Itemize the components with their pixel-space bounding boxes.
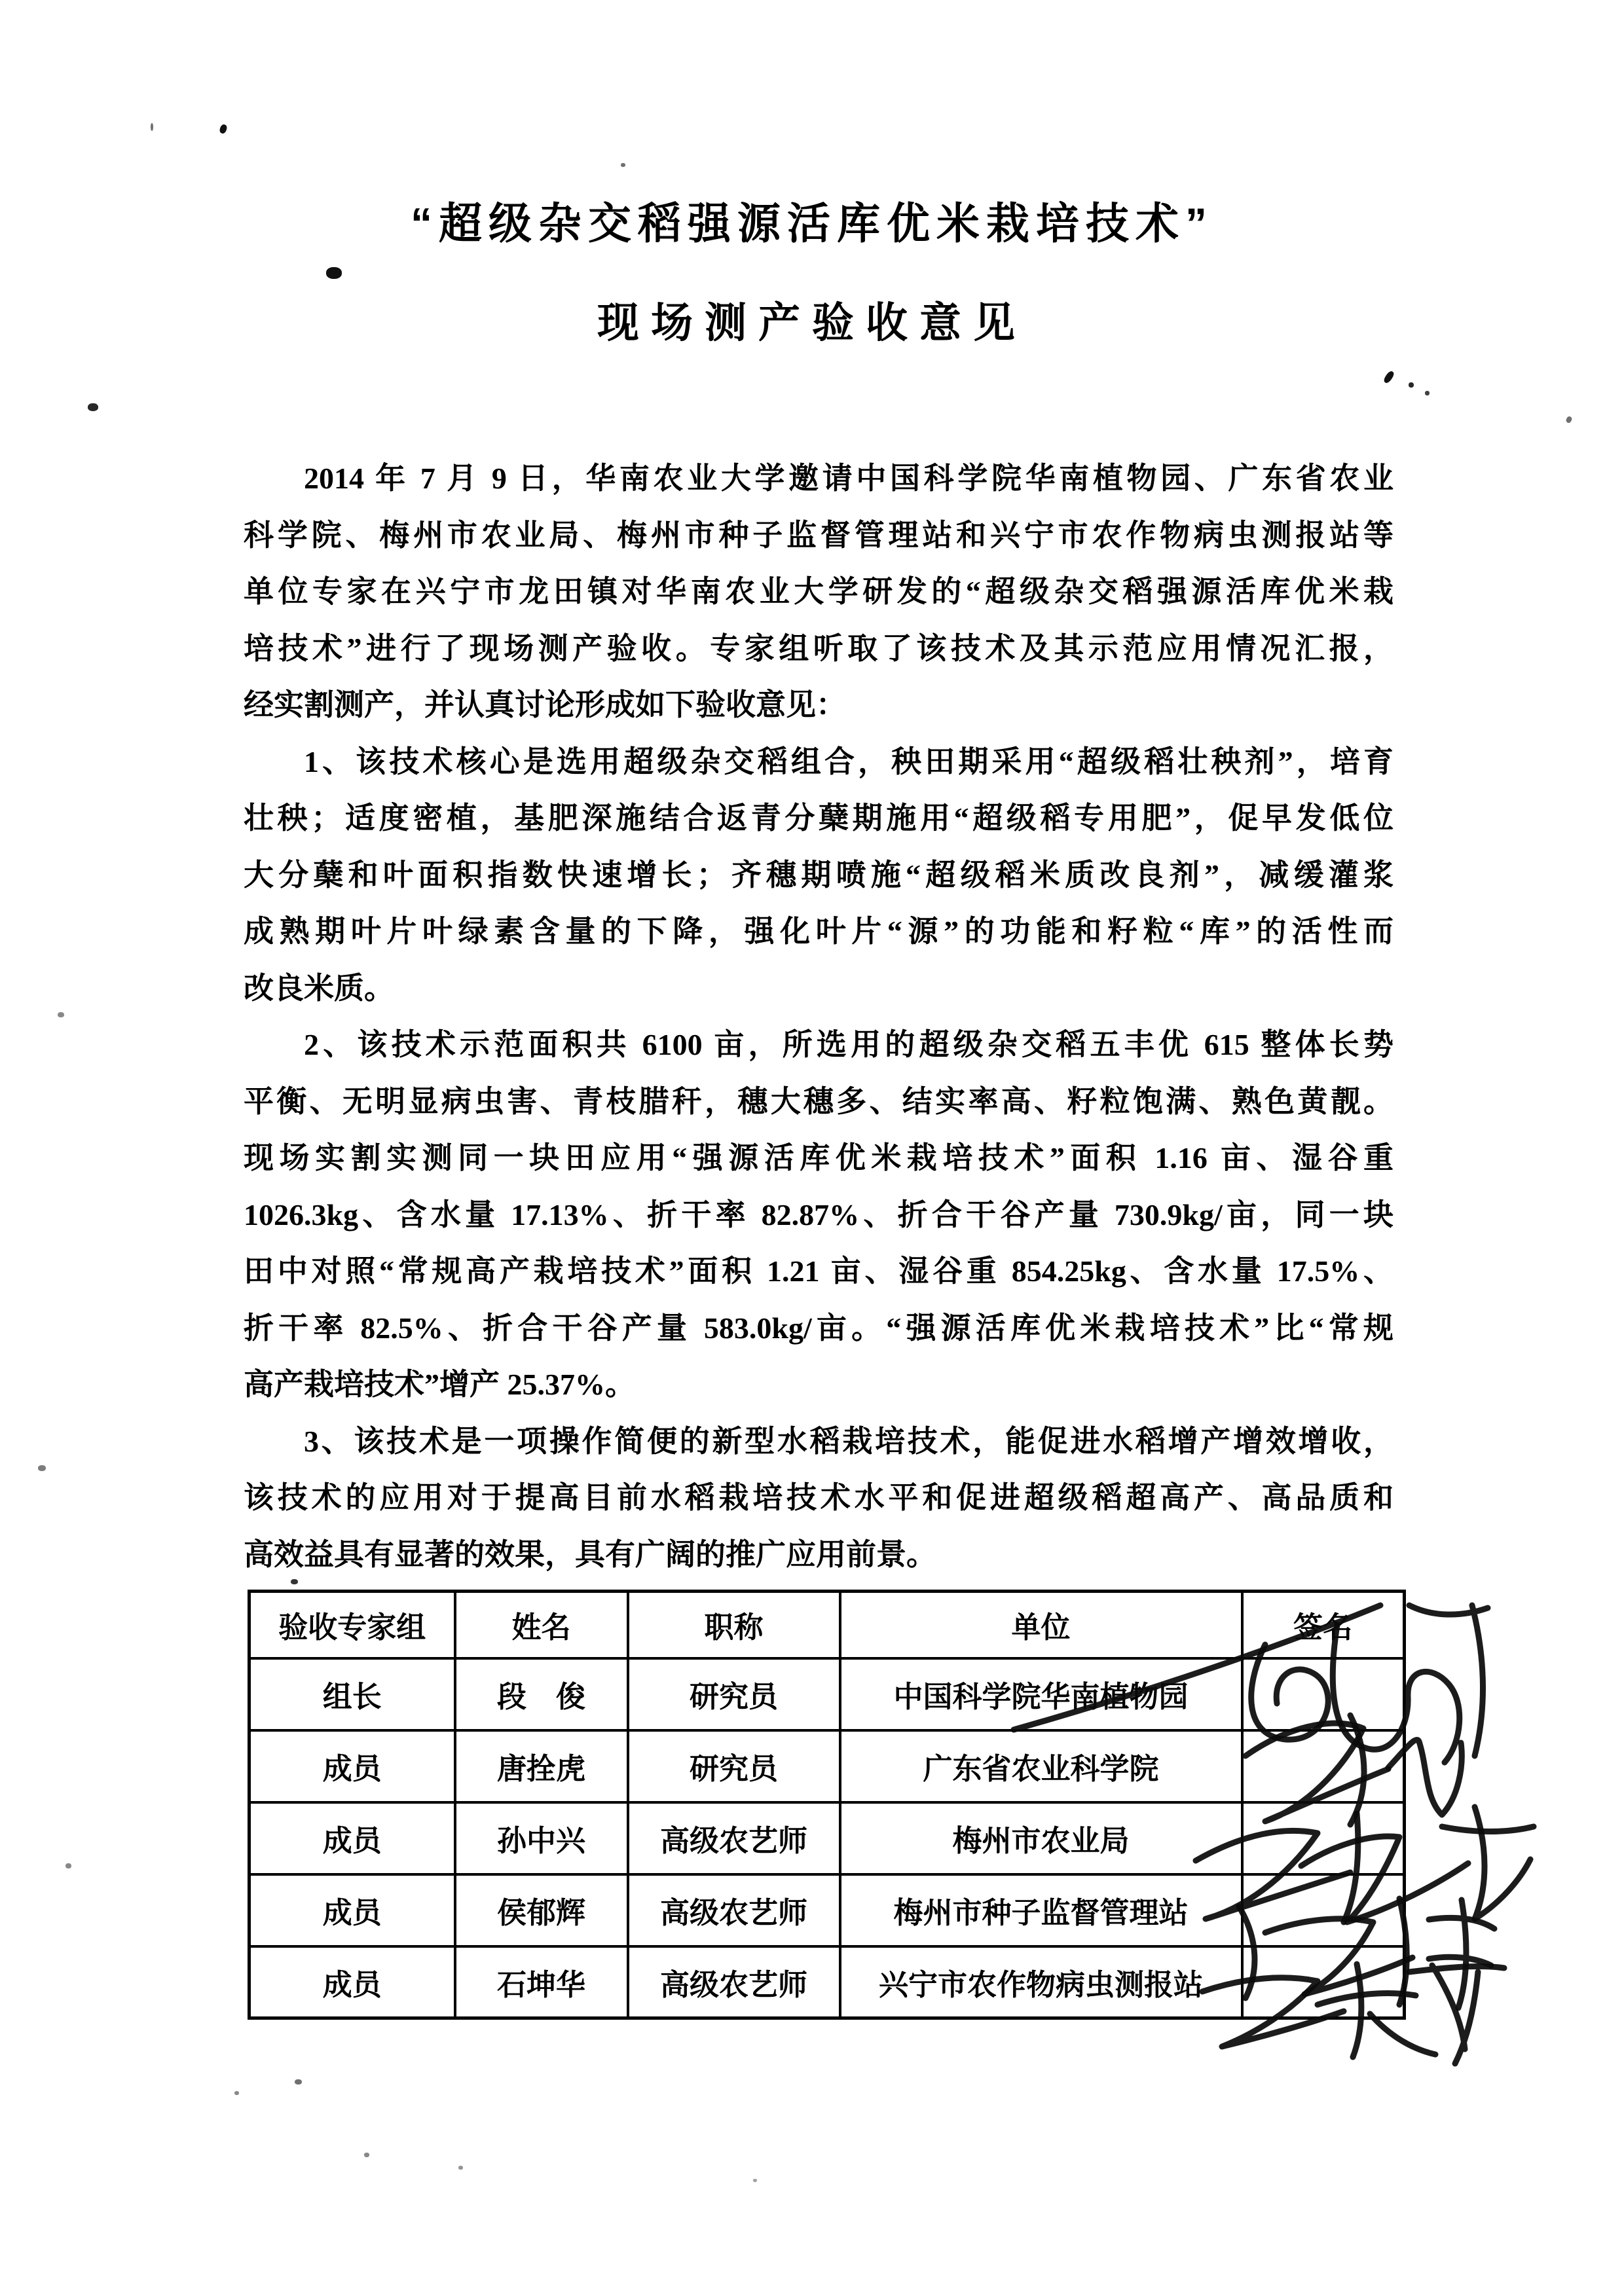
table-cell: 成员 xyxy=(249,1802,455,1874)
table-cell: 组长 xyxy=(249,1658,455,1730)
scan-speck xyxy=(234,2091,239,2095)
table-cell: 成员 xyxy=(249,1874,455,1946)
scan-speck xyxy=(65,1863,71,1868)
table-row xyxy=(249,1802,1405,1874)
table-cell: 成员 xyxy=(249,1946,455,2018)
table-cell: 高级农艺师 xyxy=(628,1946,840,2018)
body-line: 高效益具有显著的效果，具有广阔的推广应用前景。 xyxy=(244,1537,936,1571)
body-line: 单位专家在兴宁市龙田镇对华南农业大学研发的“超级杂交稻强源活库优米栽 xyxy=(244,575,1393,608)
table-cell: 中国科学院华南植物园 xyxy=(840,1658,1242,1730)
scan-speck xyxy=(88,403,98,411)
body-line: 1026.3kg、含水量 17.13%、折干率 82.87%、折合干谷产量 730.9kg/亩，同一块 xyxy=(244,1197,1393,1231)
table-row xyxy=(249,1658,1405,1730)
body-line: 经实割测产，并认真讨论形成如下验收意见： xyxy=(244,688,846,721)
scan-speck xyxy=(219,124,228,135)
body-line: 平衡、无明显病虫害、青枝腊秆，穗大穗多、结实率高、籽粒饱满、熟色黄靓。 xyxy=(244,1084,1393,1118)
table-cell xyxy=(1242,1658,1405,1730)
table-cell xyxy=(1242,1874,1405,1946)
body-line: 现场实割实测同一块田应用“强源活库优米栽培技术”面积 1.16 亩、湿谷重 xyxy=(244,1141,1393,1175)
table-cell xyxy=(1242,1946,1405,2018)
scan-speck xyxy=(1409,382,1414,388)
scan-speck xyxy=(1425,391,1430,395)
table-row xyxy=(249,1730,1405,1802)
scan-speck xyxy=(621,163,625,167)
scan-speck xyxy=(38,1465,46,1471)
body-line: 2、该技术示范面积共 6100 亩，所选用的超级杂交稻五丰优 615 整体长势 xyxy=(304,1028,1393,1061)
table-cell: 广东省农业科学院 xyxy=(840,1730,1242,1802)
scan-speck xyxy=(458,2166,463,2170)
column-header: 验收专家组 xyxy=(249,1592,455,1658)
scan-speck xyxy=(151,123,153,131)
table-cell: 成员 xyxy=(249,1730,455,1802)
table-cell: 研究员 xyxy=(628,1658,840,1730)
column-header: 职称 xyxy=(628,1592,840,1658)
table-cell: 梅州市农业局 xyxy=(840,1802,1242,1874)
table-header-row xyxy=(249,1592,1405,1658)
table-cell: 侯郁辉 xyxy=(455,1874,628,1946)
document-title-line1: “超级杂交稻强源活库优米栽培技术” xyxy=(411,199,1213,247)
scan-speck xyxy=(326,267,342,279)
table-row xyxy=(249,1946,1405,2018)
table-cell: 孙中兴 xyxy=(455,1802,628,1874)
scan-speck xyxy=(753,2179,757,2182)
body-line: 成熟期叶片叶绿素含量的下降，强化叶片“源”的功能和籽粒“库”的活性而 xyxy=(244,915,1393,948)
table-cell: 段 俊 xyxy=(455,1658,628,1730)
body-line: 大分蘖和叶面积指数快速增长；齐穗期喷施“超级稻米质改良剂”，减缓灌浆 xyxy=(244,858,1393,892)
experts-table xyxy=(248,1590,1406,2020)
body-line: 壮秧；适度密植，基肥深施结合返青分蘖期施用“超级稻专用肥”，促早发低位 xyxy=(244,801,1393,835)
table-body xyxy=(249,1658,1405,2018)
body-line: 折干率 82.5%、折合干谷产量 583.0kg/亩。“强源活库优米栽培技术”比“常规 xyxy=(244,1311,1393,1345)
table-cell: 研究员 xyxy=(628,1730,840,1802)
table-cell: 高级农艺师 xyxy=(628,1874,840,1946)
body-line: 培技术”进行了现场测产验收。专家组听取了该技术及其示范应用情况汇报， xyxy=(244,631,1393,665)
table-cell: 石坤华 xyxy=(455,1946,628,2018)
document-title-line2: 现场测产验收意见 xyxy=(597,299,1027,346)
scan-speck xyxy=(1382,370,1395,384)
body-line: 2014 年 7 月 9 日，华南农业大学邀请中国科学院华南植物园、广东省农业 xyxy=(304,462,1393,495)
column-header: 姓名 xyxy=(455,1592,628,1658)
table-cell: 梅州市种子监督管理站 xyxy=(840,1874,1242,1946)
scan-speck xyxy=(58,1012,64,1017)
body-line: 科学院、梅州市农业局、梅州市种子监督管理站和兴宁市农作物病虫测报站等 xyxy=(244,518,1393,552)
body-line: 该技术的应用对于提高目前水稻栽培技术水平和促进超级稻超高产、高品质和 xyxy=(244,1481,1393,1514)
table-cell xyxy=(1242,1730,1405,1802)
scan-speck xyxy=(1565,416,1572,424)
body-line: 3、该技术是一项操作简便的新型水稻栽培技术，能促进水稻增产增效增收， xyxy=(304,1424,1393,1458)
document-body xyxy=(244,450,1393,1583)
column-header: 签名 xyxy=(1242,1592,1405,1658)
table-cell: 高级农艺师 xyxy=(628,1802,840,1874)
body-line: 高产栽培技术”增产 25.37%。 xyxy=(244,1368,635,1401)
scan-speck xyxy=(364,2153,369,2157)
table-cell: 唐拴虎 xyxy=(455,1730,628,1802)
table-cell xyxy=(1242,1802,1405,1874)
table-row xyxy=(249,1874,1405,1946)
body-line: 田中对照“常规高产栽培技术”面积 1.21 亩、湿谷重 854.25kg、含水量 17.5%、 xyxy=(244,1254,1393,1288)
scan-speck xyxy=(295,2079,302,2085)
body-line: 改良米质。 xyxy=(244,971,394,1005)
scan-speck xyxy=(291,1579,298,1584)
body-line: 1、该技术核心是选用超级杂交稻组合，秧田期采用“超级稻壮秧剂”，培育 xyxy=(304,744,1393,778)
column-header: 单位 xyxy=(840,1592,1242,1658)
table-cell: 兴宁市农作物病虫测报站 xyxy=(840,1946,1242,2018)
